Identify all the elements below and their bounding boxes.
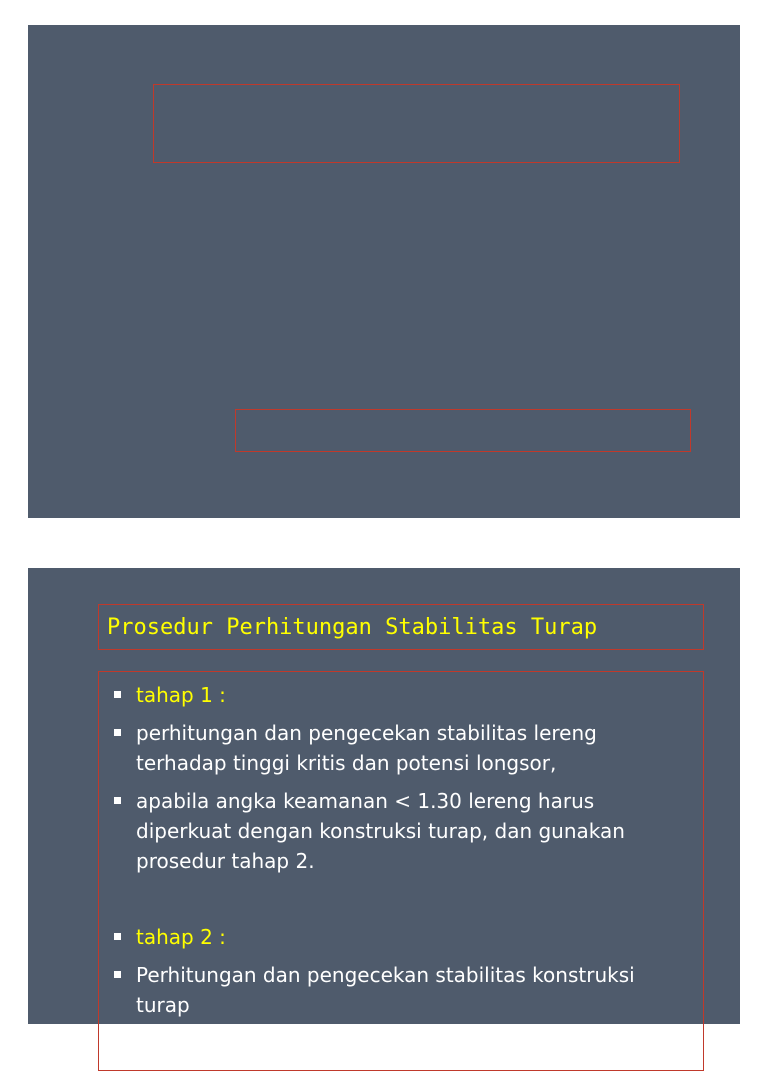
bullet-text: perhitungan dan pengecekan stabilitas lereng terhadap tinggi kritis dan potensi longsor, (136, 721, 597, 775)
content-placeholder[interactable] (98, 671, 704, 1071)
bullet-item (111, 922, 693, 952)
subtitle-placeholder[interactable] (235, 409, 691, 452)
bullet-item (111, 718, 693, 778)
slide-2 (28, 568, 740, 1024)
title-placeholder[interactable] (153, 84, 680, 163)
bullet-item (111, 786, 693, 876)
bullet-item (111, 960, 693, 1020)
square-bullet-icon (114, 797, 121, 804)
bullet-list (111, 680, 693, 1020)
square-bullet-icon (114, 729, 121, 736)
bullet-text: apabila angka keamanan < 1.30 lereng harus diperkuat dengan konstruksi turap, dan gunakan prosedur tahap 2. (136, 789, 625, 873)
bullet-item (111, 680, 693, 710)
square-bullet-icon (114, 691, 121, 698)
bullet-text: tahap 2 : (136, 925, 226, 949)
square-bullet-icon (114, 971, 121, 978)
square-bullet-icon (114, 933, 121, 940)
slide-title: Prosedur Perhitungan Stabilitas Turap (107, 614, 598, 640)
bullet-text: tahap 1 : (136, 683, 226, 707)
slide-1 (28, 25, 740, 518)
title-placeholder[interactable] (98, 604, 704, 650)
bullet-text: Perhitungan dan pengecekan stabilitas konstruksi turap (136, 963, 635, 1017)
